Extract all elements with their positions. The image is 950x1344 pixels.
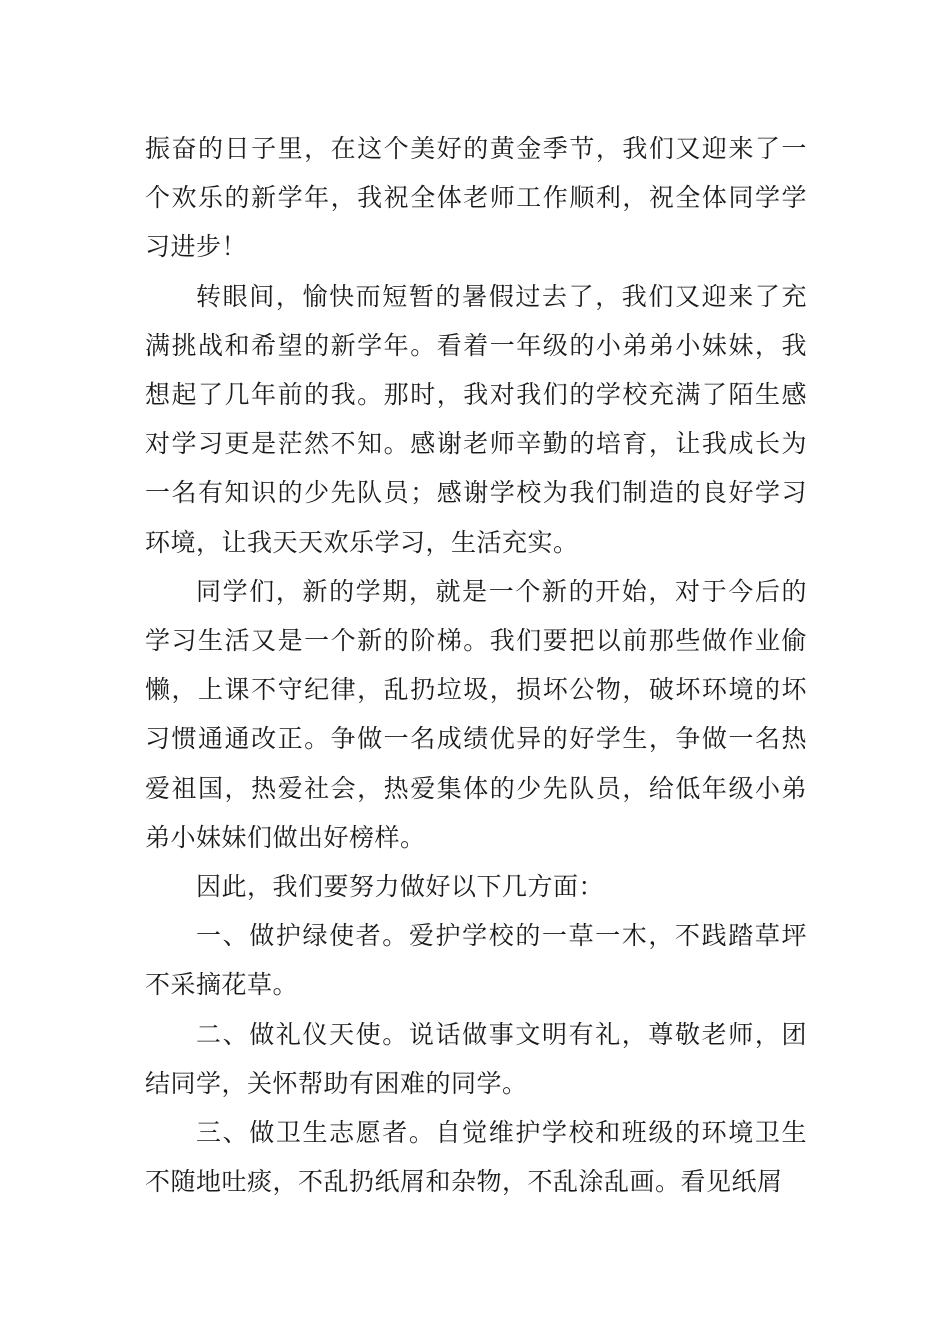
- paragraph-1: 振奋的日子里，在这个美好的黄金季节，我们又迎来了一个欢乐的新学年，我祝全体老师工作顺利，祝全体同学学习进步！: [145, 134, 807, 262]
- paragraph-3: 同学们，新的学期，就是一个新的开始，对于今后的学习生活又是一个新的阶梯。我们要把以前那些做作业偷懒，上课不守纪律，乱扔垃圾，损坏公物，破坏环境的坏习惯通通改正。争做一名成绩优异的好学生，争做一名热爱祖国，热爱社会，热爱集体的少先队员，给低年级小弟弟小妹妹们做出好榜样。: [145, 576, 807, 852]
- paragraph-4: 因此，我们要努力做好以下几方面：: [196, 872, 605, 902]
- document-body: [145, 124, 807, 1206]
- paragraph-5: 一、做护绿使者。爱护学校的一草一木，不践踏草坪不采摘花草。: [145, 921, 807, 1000]
- paragraph-2: 转眼间，愉快而短暂的暑假过去了，我们又迎来了充满挑战和希望的新学年。看着一年级的小弟弟小妹妹，我想起了几年前的我。那时，我对我们的学校充满了陌生感对学习更是茫然不知。感谢老师辛勤的培育，让我成长为一名有知识的少先队员；感谢学校为我们制造的良好学习环境，让我天天欢乐学习，生活充实。: [145, 281, 807, 557]
- paragraph-7: 三、做卫生志愿者。自觉维护学校和班级的环境卫生不随地吐痰，不乱扔纸屑和杂物，不乱涂乱画。看见纸屑: [145, 1118, 807, 1197]
- paragraph-6: 二、做礼仪天使。说话做事文明有礼，尊敬老师，团结同学，关怀帮助有困难的同学。: [145, 1019, 807, 1098]
